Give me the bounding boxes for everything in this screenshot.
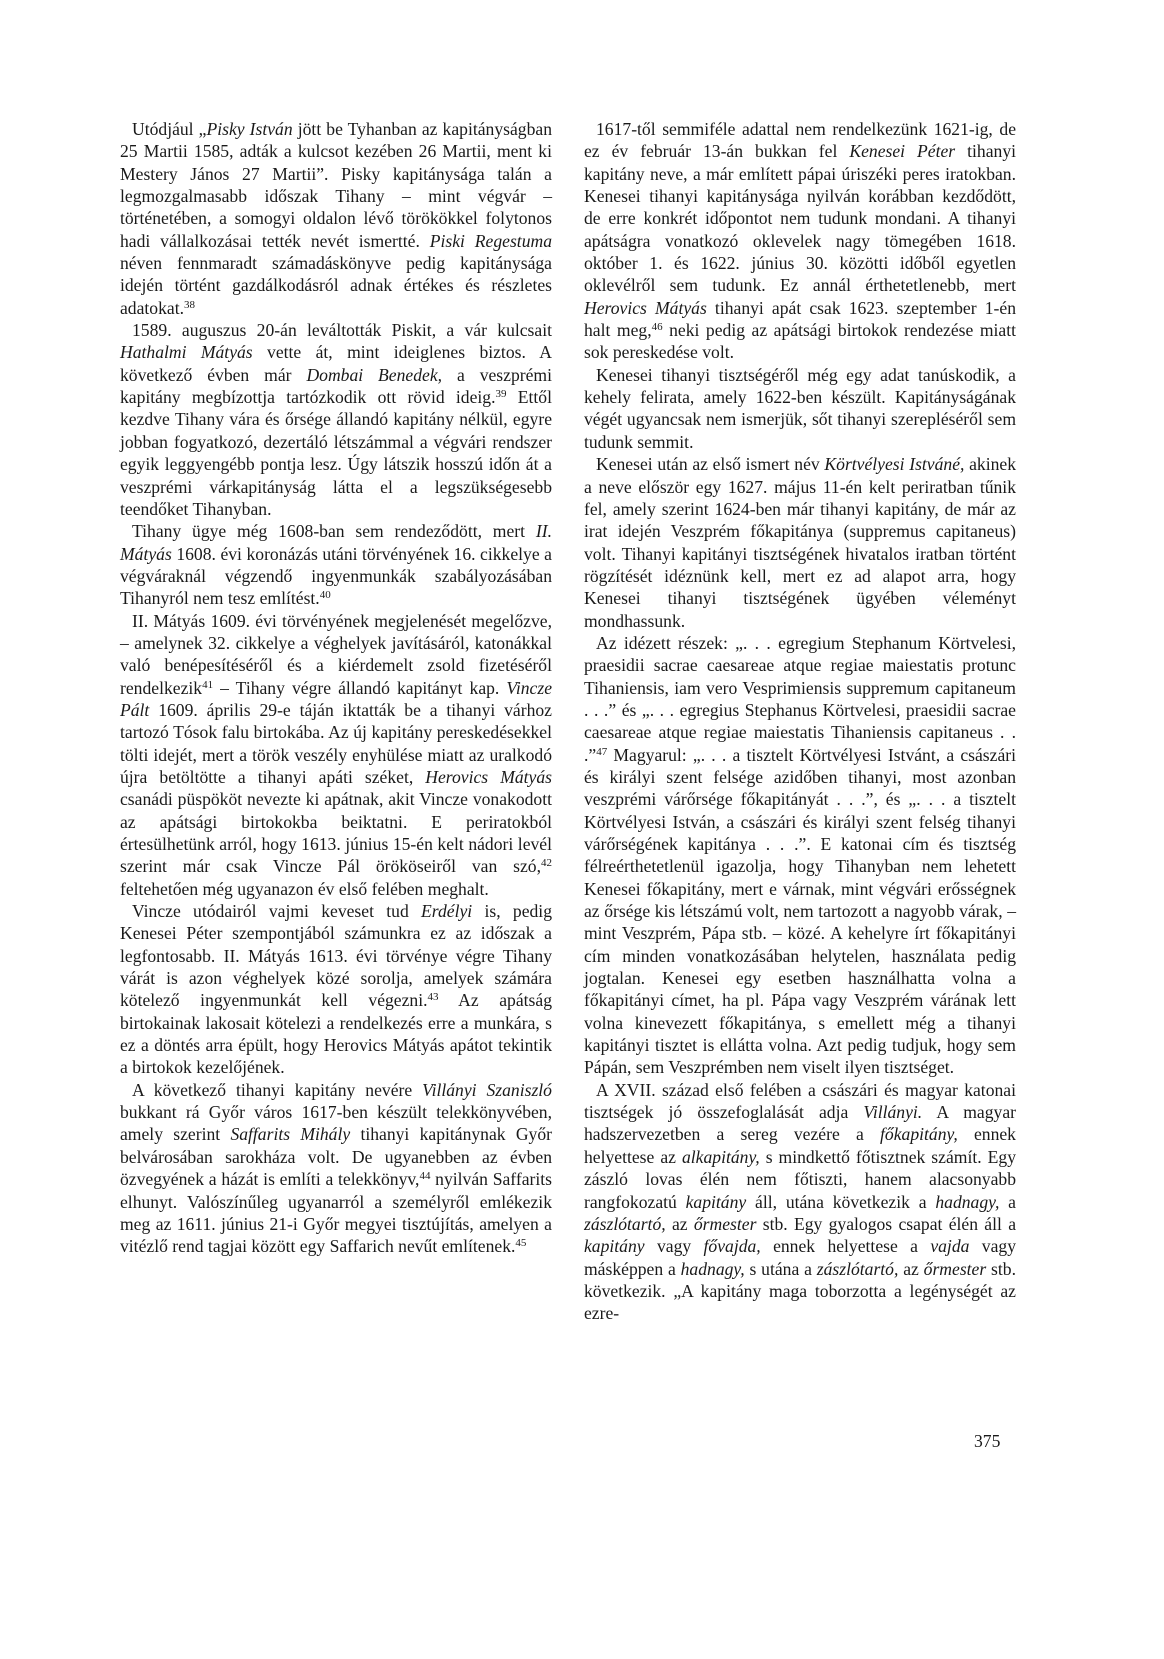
- paragraph: Kenesei tihanyi tisztségéről még egy adat tanúskodik, a kehely felirata, amely 1622-ben készült. Kapitányságának végét ugyancsak nem ismerjük, sőt tihanyi szerepléséről sem tudunk semmit.: [584, 364, 1016, 452]
- paragraph: Utódjául „Pisky István jött be Tyhanban az kapitányságban 25 Martii 1585, adták a kulcsot kezében 26 Martii, ment ki Mestery János 27 Martii”. Pisky kapitánysága talán a legmozgalmasabb időszak Tihany – mint végvár – történetében, a somogyi oldalon lévő törökökkel folytonos hadi vállalkozásai tették nevét ismertté. Piski Regestuma néven fennmaradt számadáskönyve pedig kapitánysága idején történt gazdálkodásról adnak értékes és részletes adatokat.$^{38}$: [120, 119, 552, 318]
- footnote-ref: 38: [184, 298, 195, 311]
- footnote-ref: 42: [541, 857, 552, 870]
- paragraph: Tihany ügye még 1608-ban sem rendeződött, mert II. Mátyás 1608. évi koronázás utáni törvényének 16. cikkelye a végváraknál végzendő ingyenmunkák szabályozásában Tihanyról nem tesz említést.$^{40}$: [120, 521, 552, 609]
- footnote-ref: 39: [495, 388, 507, 401]
- footnote-ref: 45: [515, 1237, 527, 1250]
- paragraph: II. Mátyás 1609. évi törvényének megjelenését megelőzve, – amelynek 32. cikkelye a véghelyek javításáról, katonákkal való benépesítéséről és a kiérdemelt zsold fizetéséről rendelkezik$^{41}$ – Tihany végre állandó kapitányt kap. Vincze Pált 1609. április 29-e táján iktatták be a tihanyi várhoz tartozó Tósok falu birtokába. Az új kapitány pereskedésekkel tölti idejét, mert a török veszély enyhülése miatt az uralkodó újra betöltötte a tihanyi apáti széket, Herovics Mátyás csanádi püspököt nevezte ki apátnak, akit Vincze vonakodott az apátsági birtokokba beiktatni. E periratokból értesülhetünk arról, hogy 1613. június 15-én kelt nádori levél szerint már csak Vincze Pál örököseiről van szó,$^{42}$ feltehetően még ugyanazon év első felében meghalt.: [120, 610, 552, 899]
- paragraph: A következő tihanyi kapitány nevére Villányi Szaniszló bukkant rá Győr város 1617-ben készült telekkönyvében, amely szerint Saffarits Mihály tihanyi kapitánynak Győr belvárosában sarokháza volt. De ugyanebben az évben özvegyének a házát is említi a telekkönyv,$^{44}$ nyilván Saffarits elhunyt. Valószínűleg ugyanarról a személyről emlékezik meg az 1611. június 21-i Győr megyei tisztújítás, amelyen a vitézlő rend tagjai között egy Saffarich nevűt említenek.$^{45}$: [120, 1079, 553, 1257]
- paragraph: 1589. auguszus 20-án leváltották Piskit, a vár kulcsait Hathalmi Mátyás vette át, mint ideiglenes biztos. A következő évben már Dombai Benedek, a veszprémi kapitány megbízottja tartózkodik ott rövid ideig.$^{39}$ Ettől kezdve Tihany vára és őrsége állandó kapitány nélkül, egyre jobban fogyatkozó, dezertáló létszámmal a végvári rendszer egyik leggyengébb pontja lesz. Úgy látszik hosszú időn át a veszprémi várkapitányság látta el a legszükségesebb teendőket Tihanyban.: [120, 320, 552, 519]
- right-column: [584, 118, 1016, 1325]
- paragraph: 1617-től semmiféle adattal nem rendelkezünk 1621-ig, de ez év február 13-án bukkan fel Kenesei Péter tihanyi kapitány neve, a már említett pápai úriszéki peres iratokban. Kenesei tihanyi kapitánysága nyilván korábban kezdődött, de erre konkrét időpontot nem tudunk mondani. A tihanyi apátságra vonatkozó oklevelek nagy tömegében 1618. október 1. és 1622. június 30. közötti időből egyetlen oklevélről sem tudunk. Ez annál érthetetlenebb, mert Herovics Mátyás tihanyi apát csak 1623. szeptember 1-én halt meg,$^{46}$ neki pedig az apátsági birtokok rendezése miatt sok pereskedése volt.: [584, 119, 1017, 363]
- footnote-ref: 40: [319, 589, 331, 602]
- footnote-ref: 41: [202, 678, 214, 691]
- paragraph: Az idézett részek: „. . . egregium Stephanum Körtvelesi, praesidii sacrae caesareae atque regiae maiestatis protunc Tihaniensis, iam vero Vesprimiensis suppremum capitaneum . . .” és „. . . egregius Stephanus Körtvelesi, praesidii sacrae caesareae atque regiae maiestatis Tihaniensis capitaneus . . .”$^{47}$ Magyarul: „. . . a tisztelt Körtvélyesi Istvánt, a császári és királyi szent felsége azidőben tihanyi, most azonban veszprémi várőrsége főkapitányát . . .”, és „. . . a tisztelt Körtvélyesi István, a császári és királyi szent felség tihanyi várőrségének kapitánya . . .”. E katonai cím és tisztség félreérthetetlenül igazolja, hogy Tihanyban nem lehetett Kenesei főkapitány, mert e várnak, mint végvári erősségnek az őrsége kis létszámú volt, nem tartozott a nagyobb várak, – mint Veszprém, Pápa stb. – közé. A kehelyre írt főkapitányi cím minden vonatkozásában helytelen, használata pedig jogtalan. Kenesei egy esetben használhatta volna a főkapitányi címet, ha pl. Pápa vagy Veszprém várának lett volna kinevezett főkapitánya, s emellett még a tihanyi kapitányi tisztet is ellátta volna. Azt pedig tudjuk, hogy sem Pápán, sem Veszprémben nem viselt ilyen tisztséget.: [584, 632, 1016, 1078]
- paragraph: Vincze utódairól vajmi keveset tud Erdélyi is, pedig Kenesei Péter szempontjából számunkra ez az időszak a legfontosabb. II. Mátyás 1613. évi törvénye végre Tihany várát is azon véghelyek közé sorolja, amelyek számára kötelező ingyenmunkát kell végezni.$^{43}$ Az apátság birtokainak lakosait kötelezi a rendelkezés erre a munkára, s ez a döntés arra épült, hogy Herovics Mátyás apátot tekintik a birtokok kezelőjének.: [120, 901, 552, 1078]
- page-number: 375: [974, 1431, 1001, 1451]
- footnote-ref: 44: [419, 1170, 431, 1183]
- paragraph: Kenesei után az első ismert név Körtvélyesi Istváné, akinek a neve először egy 1627. május 11-én kelt periratban tűnik fel, amely szerint 1624-ben már tihanyi kapitány, de már az irat idején Veszprém főkapitánya (suppremus capitaneus) volt. Tihanyi kapitányi tisztségének hivatalos iratban történt rögzítését idéznünk kell, mert ez ad alapot arra, hogy Kenesei tihanyi tisztségének ügyében véleményt mondhassunk.: [584, 454, 1017, 631]
- footnote-ref: 46: [651, 321, 663, 334]
- paragraph: A XVII. század első felében a császári és magyar katonai tisztségek jó összefoglalását adja Villányi. A magyar hadszervezetben a sereg vezére a főkapitány, ennek helyettese az alkapitány, s mindkettő főtisztnek számít. Egy zászló lovas élén nem főtiszti, hanem alacsonyabb rangfokozatú kapitány áll, utána következik a hadnagy, a zászlótartó, az őrmester stb. Egy gyalogos csapat élén áll a kapitány vagy fővajda, ennek helyettese a vajda vagy másképpen a hadnagy, s utána a zászlótartó, az őrmester stb. következik. „A kapitány maga toborzotta a legénységét az ezre-: [584, 1079, 1017, 1324]
- left-column: [120, 118, 552, 1258]
- footnote-ref: 43: [427, 991, 439, 1004]
- footnote-ref: 47: [596, 745, 608, 758]
